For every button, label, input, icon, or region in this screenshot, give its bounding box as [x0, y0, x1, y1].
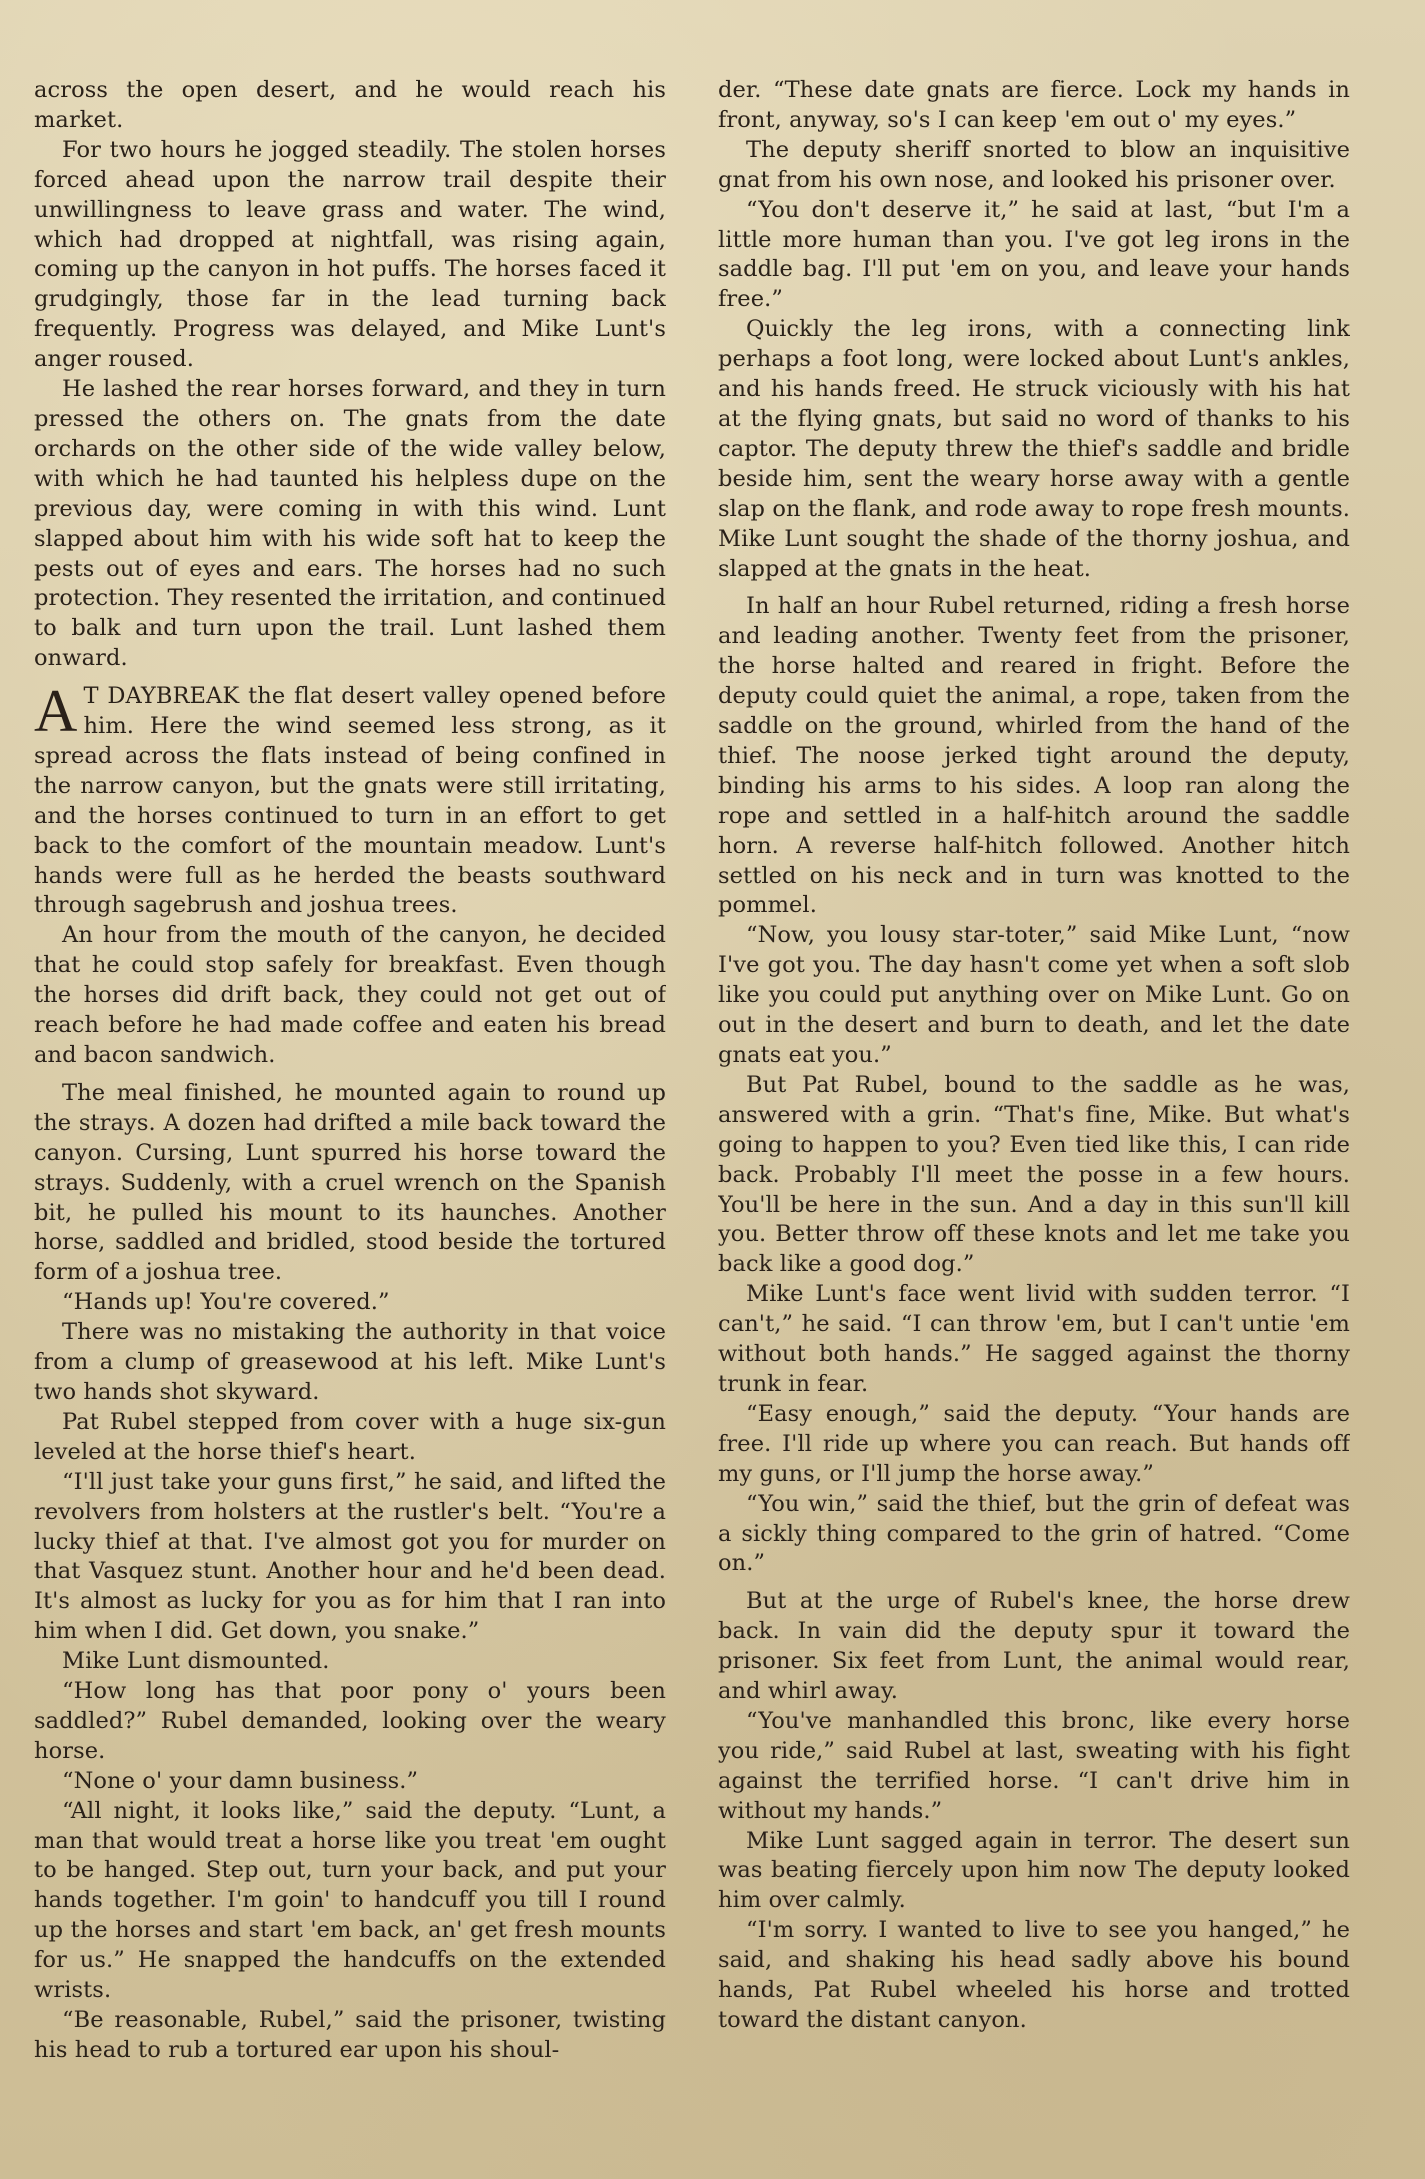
left-column [34, 76, 666, 2156]
paragraph: In half an hour Rubel returned, riding a fresh horse and leading another. Twenty feet from the prisoner, the horse halted and reared in fright. Before the deputy could quiet the animal, a rope, taken from the saddle on the ground, whirled from the hand of the thief. The noose jerked tight around the deputy, binding his arms to his sides. A loop ran along the rope and settled in a half-hitch around the saddle horn. A reverse half-hitch followed. Another hitch settled on his neck and in turn was knotted to the pommel. [718, 593, 1350, 919]
paragraph: But at the urge of Rubel's knee, the horse drew back. In vain did the deputy spur it toward the prisoner. Six feet from Lunt, the animal would rear, and whirl away. [718, 1588, 1350, 1705]
paragraph: “You don't deserve it,” he said at last, “but I'm a little more human than you. I've got leg irons in the saddle bag. I'll put 'em on you, and leave your hands free.” [718, 196, 1350, 313]
paragraph: The meal finished, he mounted again to round up the strays. A dozen had drifted a mile back toward the canyon. Cursing, Lunt spurred his horse toward the strays. Suddenly, with a cruel wrench on the Spanish bit, he pulled his mount to its haunches. Another horse, saddled and bridled, stood beside the tortured form of a joshua tree. [34, 1079, 666, 1286]
paragraph: Pat Rubel stepped from cover with a huge six-gun leveled at the horse thief's heart. [34, 1408, 666, 1465]
paragraph: “Be reasonable, Rubel,” said the prisoner, twisting his head to rub a tortured ear upon his shoul- [34, 2007, 666, 2063]
paragraph: der. “These date gnats are fierce. Lock my hands in front, anyway, so's I can keep 'em out o' my eyes.” [718, 77, 1350, 133]
paragraph: Mike Lunt sagged again in terror. The desert sun was beating fiercely upon him now The deputy looked him over calmly. [718, 1827, 1350, 1914]
paragraph: “You win,” said the thief, but the grin of defeat was a sickly thing compared to the grin of hatred. “Come on.” [718, 1490, 1350, 1577]
paragraph: “None o' your damn business.” [62, 1767, 419, 1794]
paragraph: “I'm sorry. I wanted to live to see you hanged,” he said, and shaking his head sadly above his bound hands, Pat Rubel wheeled his horse and trotted toward the distant canyon. [718, 1917, 1350, 2033]
smallcaps-lead: T DAYBREAK [83, 683, 240, 710]
paragraph: There was no mistaking the authority in that voice from a clump of greasewood at his left. Mike Lunt's two hands shot skyward. [34, 1319, 666, 1405]
paragraph: But Pat Rubel, bound to the saddle as he was, answered with a grin. “That's fine, Mike. But what's going to happen to you? Even tied like this, I can ride back. Probably I'll meet the posse in a few hours. You'll be here in the sun. And a day in this sun'll kill you. Better throw off these knots and let me take you back like a good dog.” [718, 1071, 1350, 1278]
paragraph: Mike Lunt's face went livid with sudden terror. “I can't,” he said. “I can throw 'em, but I can't untie 'em without both hands.” He sagged against the thorny trunk in fear. [718, 1281, 1350, 1397]
paragraph: “How long has that poor pony o' yours been saddled?” Rubel demanded, looking over the weary horse. [34, 1678, 666, 1764]
drop-cap: A [34, 678, 78, 745]
paragraph: “Hands up! You're covered.” [62, 1289, 390, 1316]
section-opening-paragraph [34, 678, 666, 921]
paragraph: “Now, you lousy star-toter,” said Mike Lunt, “now I've got you. The day hasn't come yet when a soft slob like you could put anything over on Mike Lunt. Go on out in the desert and burn to death, and let the date gnats eat you.” [718, 922, 1350, 1068]
paragraph: He lashed the rear horses forward, and they in turn pressed the others on. The gnats from the date orchards on the other side of the wide valley below, with which he had taunted his helpless dupe on the previous day, were coming in with this wind. Lunt slapped about him with his wide soft hat to keep the pests out of eyes and ears. The horses had no such protection. They resented the irritation, and continued to balk and turn upon the trail. Lunt lashed them onward. [34, 376, 666, 672]
paragraph-rest: the flat desert valley opened before him. Here the wind seemed less strong, as it spread across the flats instead of being confined in the narrow canyon, but the gnats were still irritating, and the horses continued to turn in an effort to get back to the comfort of the mountain meadow. Lunt's hands were full as he herded the beasts southward through sagebrush and joshua trees. [34, 683, 666, 919]
paragraph: Quickly the leg irons, with a connecting link perhaps a foot long, were locked about Lunt's ankles, and his hands freed. He struck viciously with his hat at the flying gnats, but said no word of thanks to his captor. The deputy threw the thief's saddle and bridle beside him, sent the weary horse away with a gentle slap on the flank, and rode away to rope fresh mounts. Mike Lunt sought the shade of the thorny joshua, and slapped at the gnats in the heat. [718, 316, 1350, 582]
paragraph: An hour from the mouth of the canyon, he decided that he could stop safely for breakfast. Even though the horses did drift back, they could not get out of reach before he had made coffee and eaten his bread and bacon sandwich. [34, 922, 666, 1068]
paragraph: “All night, it looks like,” said the deputy. “Lunt, a man that would treat a horse like you treat 'em ought to be hanged. Step out, turn your back, and put your hands together. I'm goin' to handcuff you till I round up the horses and start 'em back, an' get fresh mounts for us.” He snapped the handcuffs on the extended wrists. [34, 1797, 666, 2004]
paragraph: Mike Lunt dismounted. [62, 1648, 330, 1675]
paragraph: “You've manhandled this bronc, like every horse you ride,” said Rubel at last, sweating with his fight against the terrified horse. “I can't drive him in without my hands.” [718, 1707, 1350, 1824]
right-column [718, 76, 1350, 2156]
paragraph: across the open desert, and he would reach his market. [34, 77, 666, 133]
paragraph: For two hours he jogged steadily. The stolen horses forced ahead upon the narrow trail despite their unwillingness to leave grass and water. The wind, which had dropped at nightfall, was rising again, coming up the canyon in hot puffs. The horses faced it grudgingly, those far in the lead turning back frequently. Progress was delayed, and Mike Lunt's anger roused. [34, 136, 666, 373]
paragraph: “I'll just take your guns first,” he said, and lifted the revolvers from holsters at the rustler's belt. “You're a lucky thief at that. I've almost got you for murder on that Vasquez stunt. Another hour and he'd been dead. It's almost as lucky for you as for him that I ran into him when I did. Get down, you snake.” [34, 1468, 666, 1645]
paragraph: The deputy sheriff snorted to blow an inquisitive gnat from his own nose, and looked his prisoner over. [718, 136, 1350, 193]
paragraph: “Easy enough,” said the deputy. “Your hands are free. I'll ride up where you can reach. But hands off my guns, or I'll jump the horse away.” [718, 1400, 1350, 1487]
